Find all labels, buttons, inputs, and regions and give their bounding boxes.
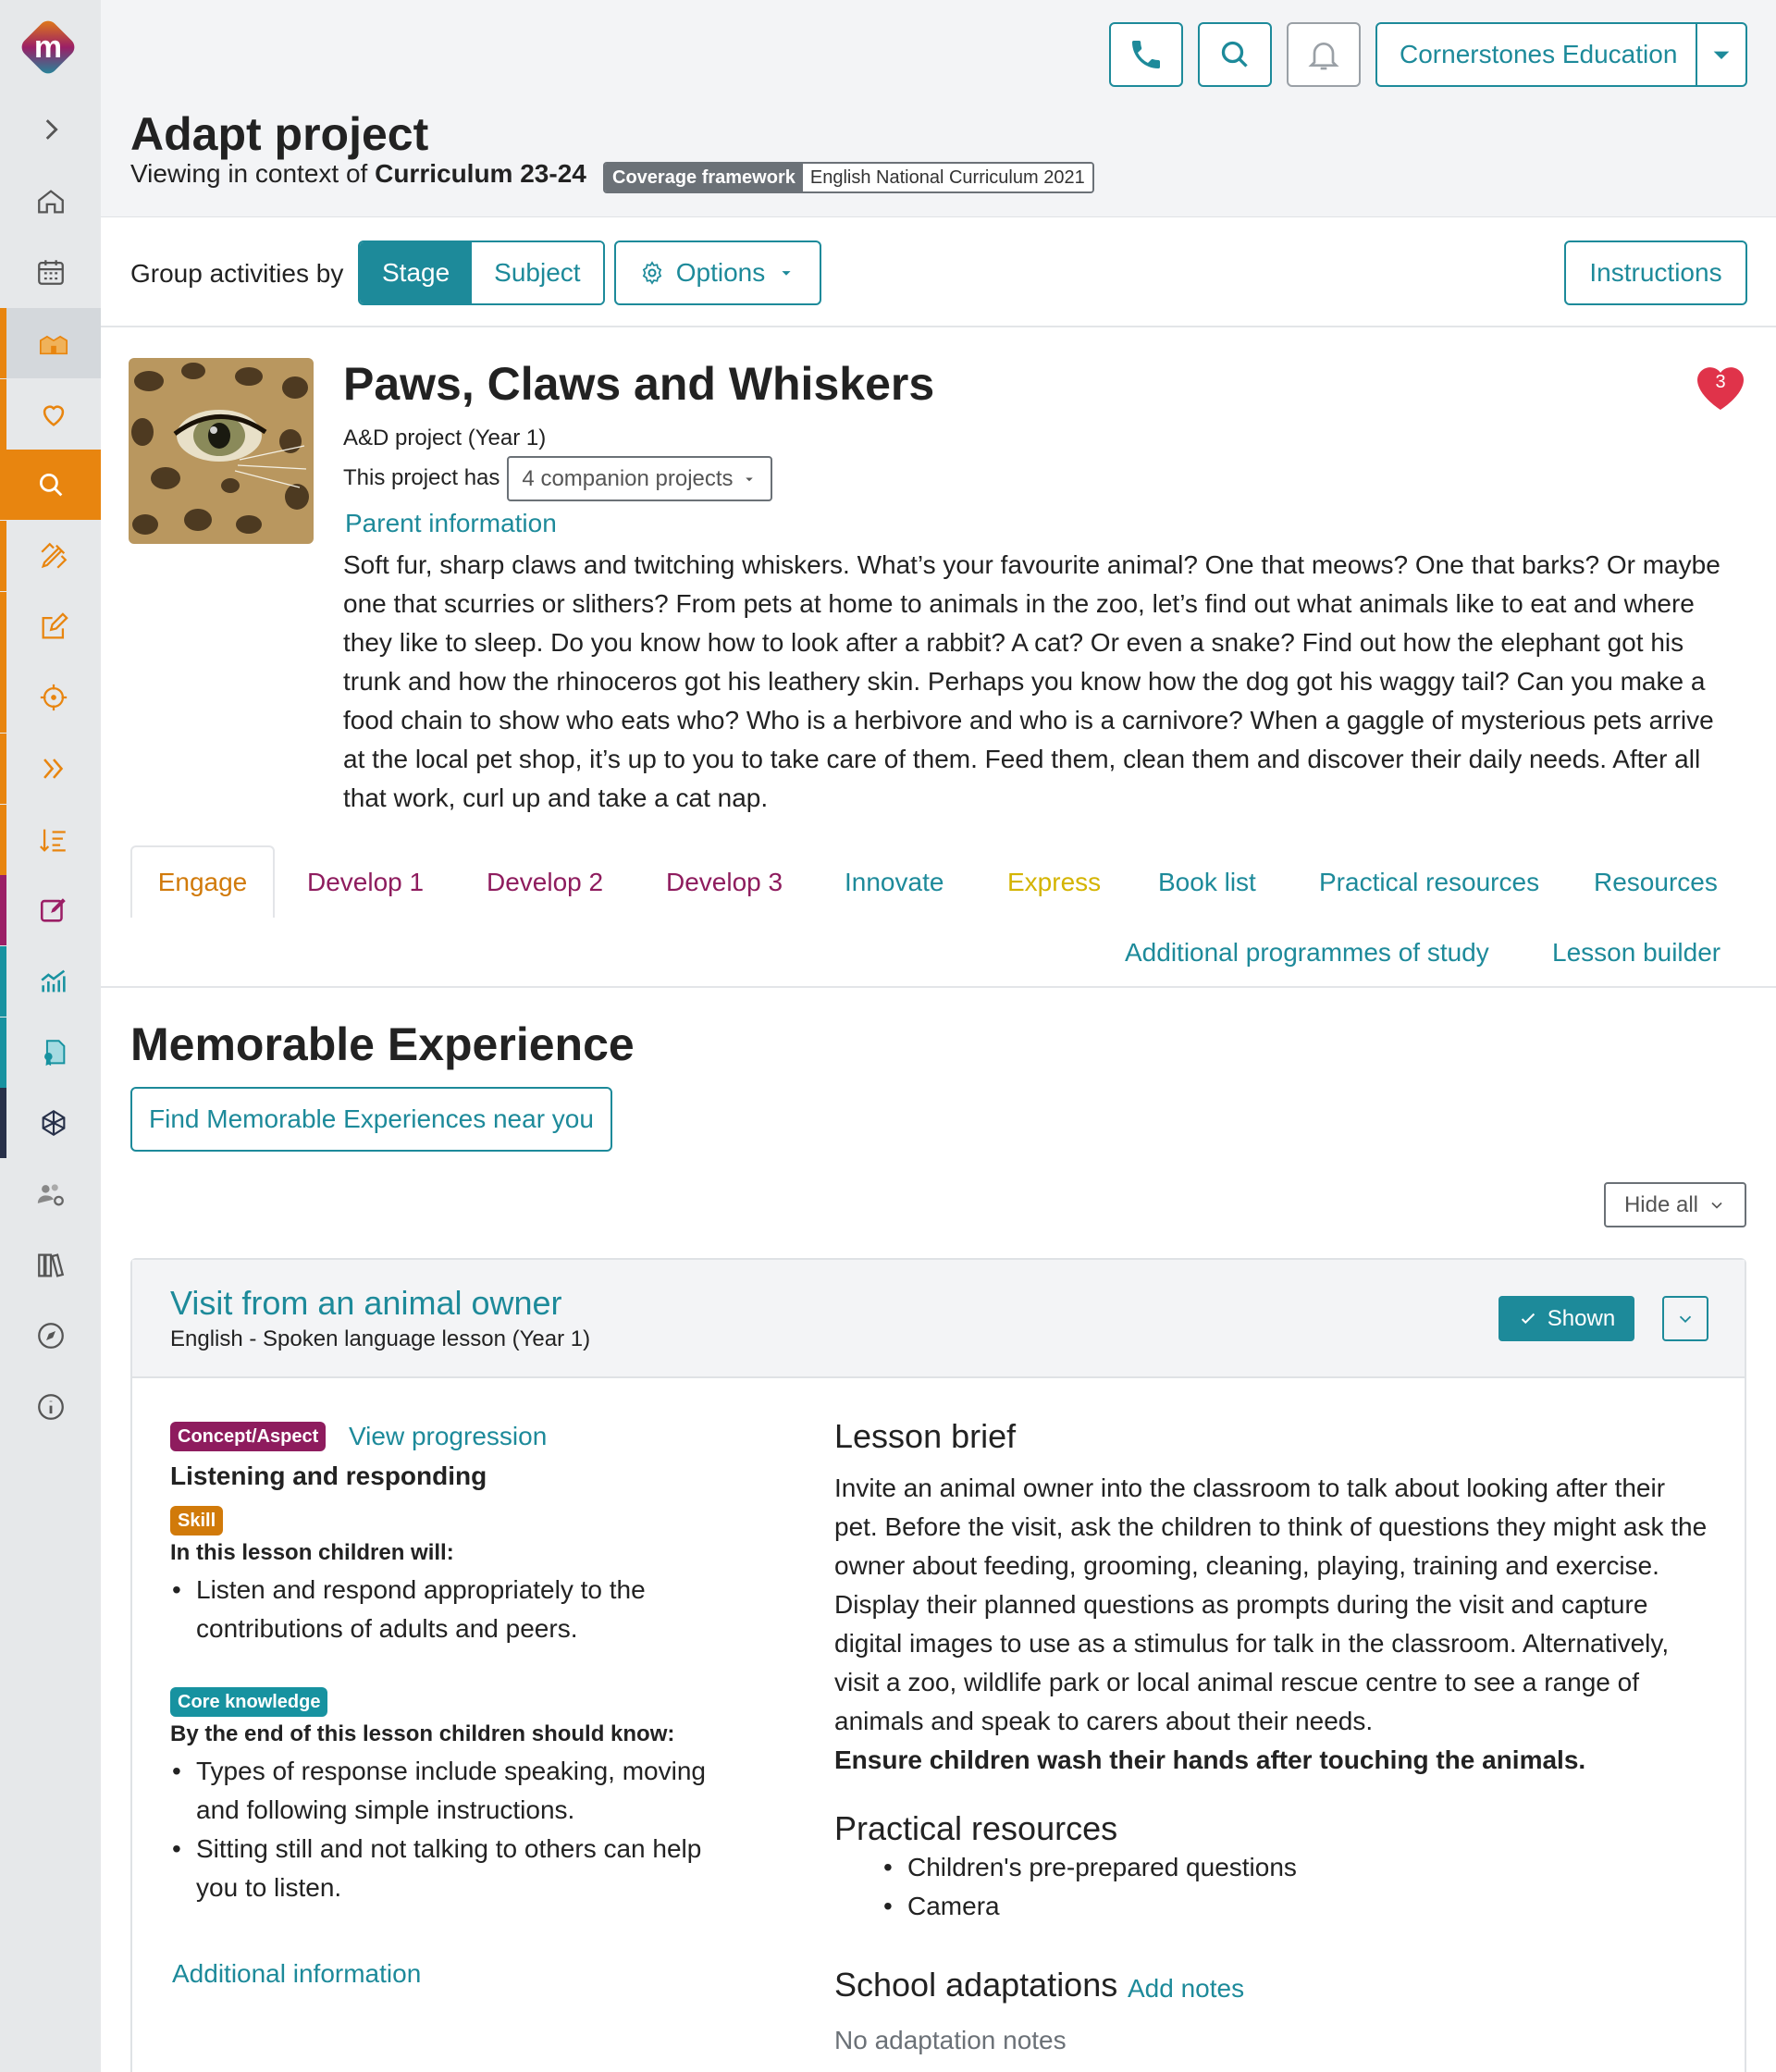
knowledge-intro: By the end of this lesson children should know: [170, 1721, 675, 1746]
sidebar-item-certificates[interactable] [0, 1018, 101, 1088]
sidebar [0, 0, 101, 2072]
sidebar-item-info[interactable] [0, 1372, 101, 1442]
certificate-icon [38, 1037, 69, 1068]
project-subtitle: A&D project (Year 1) [343, 426, 547, 450]
skill-badge: Skill [170, 1506, 223, 1536]
organization-dropdown-toggle[interactable] [1696, 24, 1745, 85]
sidebar-item-calendar[interactable] [0, 237, 101, 307]
expand-sidebar-button[interactable] [0, 94, 101, 165]
tab-develop-2[interactable]: Develop 2 [487, 868, 604, 896]
list-item: • Types of response include speaking, moving and following simple instructions. [170, 1752, 744, 1830]
framework-value: English National Curriculum 2021 [803, 164, 1092, 191]
sidebar-item-explore[interactable] [0, 1301, 101, 1371]
sidebar-item-design[interactable] [0, 521, 101, 591]
group-by-stage-button[interactable]: Stage [360, 242, 472, 303]
activity-subtitle: English - Spoken language lesson (Year 1) [170, 1326, 591, 1351]
practical-resources-title: Practical resources [834, 1809, 1118, 1847]
group-by-subject-button[interactable]: Subject [472, 242, 602, 303]
caret-down-icon [776, 263, 796, 283]
gear-icon [639, 260, 665, 286]
school-adaptations-title: School adaptations [834, 1966, 1118, 2004]
caret-down-icon [741, 471, 758, 487]
edit-icon [38, 611, 69, 643]
project-description: Soft fur, sharp claws and twitching whiskers. What’s your favourite animal? One that meows? One that barks? Or maybe one that scurries or slithers? From pets at home to animals in the zoo, let’s find out what animals like to eat and where they like to sleep. Do you know how to look after a rabbit? A cat? Or even a snake? Find out how the elephant got his trunk and how the rhinoceros got his leathery skin. Perhaps you know how the dog got his waggy tail? Can you make a food chain to show who eats who? Who is a herbivore and who is a carnivore? When a gaggle of mysterious pets arrive at the local pet shop, it’s up to you to take care of them. Feed them, clean them and discover their daily needs. After all that work, curl up and take a cat nap. [343, 550, 1720, 812]
info-icon [35, 1391, 67, 1423]
core-knowledge-badge: Core knowledge [170, 1687, 327, 1717]
target-icon [38, 682, 69, 713]
organization-selector[interactable] [1375, 22, 1747, 87]
no-adaptation-notes: No adaptation notes [834, 2026, 1067, 2054]
find-experiences-button[interactable]: Find Memorable Experiences near you [130, 1087, 612, 1152]
home-icon [35, 186, 67, 217]
context-value: Curriculum 23-24 [375, 159, 586, 188]
instructions-button[interactable]: Instructions [1564, 240, 1747, 305]
double-chevron-icon [38, 753, 69, 784]
sidebar-item-library[interactable] [0, 1230, 101, 1301]
list-item: • Children's pre-prepared questions [882, 1848, 1437, 1887]
compass-icon [35, 1320, 67, 1351]
sidebar-item-edit[interactable] [0, 592, 101, 662]
svg-text:m: m [33, 30, 63, 65]
sort-icon [38, 824, 69, 856]
sidebar-item-target[interactable] [0, 662, 101, 733]
project-image [129, 358, 314, 544]
school-icon [38, 327, 69, 359]
shown-toggle-button[interactable] [1498, 1296, 1634, 1341]
options-label: Options [675, 258, 766, 287]
chevron-down-icon [1675, 1309, 1696, 1329]
lesson-brief-warning: Ensure children wash their hands after touching the animals. [834, 1745, 1586, 1774]
stage-tabs [101, 844, 1776, 988]
search-icon [1216, 36, 1253, 73]
chevron-right-icon [35, 114, 67, 145]
heart-icon [38, 399, 69, 430]
app-logo[interactable] [16, 15, 80, 80]
context-prefix: Viewing in context of [130, 159, 376, 188]
network-icon [38, 1107, 69, 1139]
additional-information-link[interactable]: Additional information [172, 1959, 422, 1988]
lesson-brief-text: Invite an animal owner into the classroom to talk about looking after their pet. Before the visit, ask the children to think of questions they might ask the owner about feeding, grooming, cleaning, playing, training and exercise. Display their planned questions as prompts during the visit and capture digital images to use as a stimulus for talk in the classroom. Alternatively, visit a zoo, wildlife park or local animal rescue centre to see a range of animals and speak to carers about their needs. [834, 1474, 1708, 1735]
phone-button[interactable] [1109, 22, 1183, 87]
tab-express[interactable]: Express [1007, 868, 1102, 896]
pencil-ruler-icon [38, 540, 69, 572]
add-notes-link[interactable]: Add notes [1128, 1974, 1245, 2003]
page-title: Adapt project [130, 108, 429, 160]
list-item: • Sitting still and not talking to others can help you to listen. [170, 1830, 744, 1907]
favourite-count: 3 [1715, 372, 1726, 392]
activity-title[interactable]: Visit from an animal owner [170, 1284, 562, 1322]
search-button[interactable] [1198, 22, 1272, 87]
group-by-toggle [358, 240, 605, 305]
options-button[interactable] [614, 240, 821, 305]
tab-book-list[interactable]: Book list [1158, 868, 1256, 896]
tab-develop-1[interactable]: Develop 1 [307, 868, 425, 896]
tab-innovate[interactable]: Innovate [845, 868, 944, 896]
project-title: Paws, Claws and Whiskers [343, 358, 935, 410]
tab-resources[interactable]: Resources [1594, 868, 1718, 896]
parent-information-link[interactable]: Parent information [345, 509, 557, 537]
phone-icon [1128, 36, 1165, 73]
search-icon [35, 469, 67, 500]
chevron-down-icon [1708, 1196, 1726, 1215]
lesson-brief-title: Lesson brief [834, 1417, 1017, 1455]
library-icon [35, 1250, 67, 1281]
framework-badge [603, 162, 1094, 193]
expand-card-button[interactable] [1662, 1296, 1708, 1341]
users-settings-icon [35, 1178, 67, 1210]
sidebar-item-progression[interactable] [0, 734, 101, 804]
activity-card-header [132, 1260, 1745, 1378]
hide-all-button[interactable] [1604, 1182, 1746, 1227]
hide-all-label: Hide all [1623, 1191, 1699, 1217]
shown-label: Shown [1547, 1305, 1616, 1331]
tab-develop-3[interactable]: Develop 3 [666, 868, 783, 896]
page-header [101, 0, 1776, 217]
sidebar-item-analytics[interactable] [0, 946, 101, 1017]
organization-name: Cornerstones Education [1400, 40, 1678, 68]
companion-label: This project has [343, 465, 500, 490]
edit-square-icon [38, 894, 69, 926]
practical-resources-list [882, 1848, 1437, 1926]
calendar-icon [35, 256, 67, 288]
sidebar-item-favourites[interactable] [0, 379, 101, 450]
check-icon [1518, 1309, 1538, 1329]
sidebar-item-network[interactable] [0, 1088, 101, 1158]
sidebar-item-school[interactable] [0, 308, 101, 378]
caret-down-icon [1703, 36, 1740, 73]
list-item: • Listen and respond appropriately to the contributions of adults and peers. [170, 1571, 688, 1648]
framework-key: Coverage framework [605, 164, 803, 191]
sidebar-item-search[interactable] [0, 450, 101, 520]
activity-card [130, 1258, 1746, 2072]
analytics-icon [38, 966, 69, 997]
companion-projects-label: 4 companion projects [522, 465, 734, 491]
group-toolbar [101, 218, 1776, 327]
context-line [130, 159, 586, 189]
tab-practical-resources[interactable]: Practical resources [1319, 868, 1540, 896]
skills-list [170, 1571, 688, 1648]
tab-additional-programmes[interactable]: Additional programmes of study [1125, 938, 1489, 967]
tab-engage[interactable]: Engage [130, 845, 275, 918]
sidebar-item-sort[interactable] [0, 805, 101, 875]
group-by-label: Group activities by [130, 259, 344, 288]
skill-intro: In this lesson children will: [170, 1540, 454, 1565]
concept-badge: Concept/Aspect [170, 1422, 326, 1451]
sidebar-item-home[interactable] [0, 166, 101, 237]
knowledge-list [170, 1752, 744, 1907]
concept-name: Listening and responding [170, 1462, 487, 1490]
companion-projects-dropdown[interactable] [507, 456, 772, 501]
notifications-button[interactable] [1287, 22, 1361, 87]
sidebar-item-assess[interactable] [0, 875, 101, 945]
tab-lesson-builder[interactable]: Lesson builder [1552, 938, 1721, 967]
list-item: • Camera [882, 1887, 1437, 1926]
bell-icon [1305, 36, 1342, 73]
view-progression-link[interactable]: View progression [349, 1422, 548, 1450]
sidebar-item-users[interactable] [0, 1159, 101, 1229]
section-title: Memorable Experience [130, 1018, 635, 1070]
